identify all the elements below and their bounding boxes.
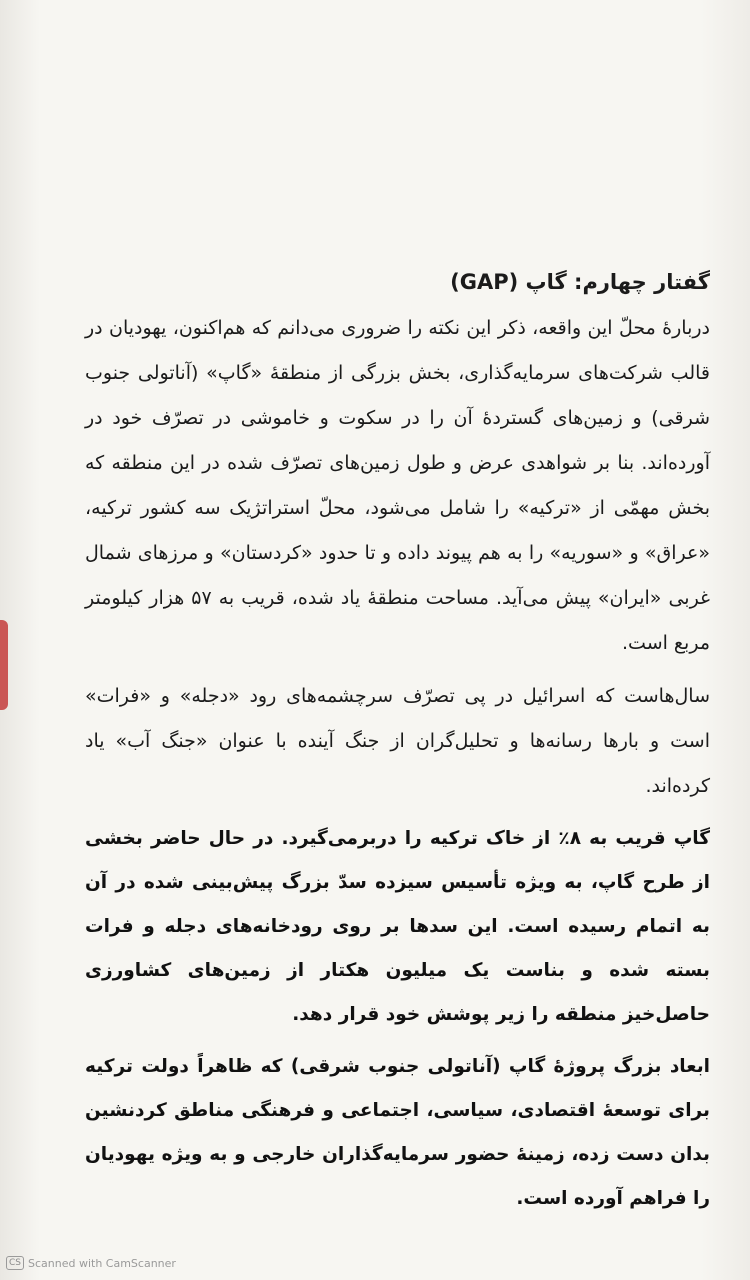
page-content [85,262,710,1229]
section-heading: گفتار چهارم: گاپ (GAP) [450,270,710,294]
paragraph-water-war: سال‌هاست که اسرائیل در پی تصرّف سرچشمه‌های رود «دجله» و «فرات» است و بارها رسانه‌ها و تحلیل‌گران از جنگ آینده با عنوان «جنگ آب» یاد کرده‌اند. [85,685,710,797]
camscanner-logo-icon: CS [6,1256,24,1270]
scanner-watermark [6,1256,176,1270]
page-edge-mark [0,620,8,710]
scanner-watermark-text: Scanned with CamScanner [28,1256,176,1270]
paragraph-location: دربارۀ محلّ این واقعه، ذکر این نکته را ضروری می‌دانم که هم‌اکنون، یهودیان در قالب شرکت‌های سرمایه‌گذاری، بخش بزرگی از منطقۀ «گاپ» (آناتولی جنوب شرقی) و زمین‌های گستردۀ آن را در سکوت و خاموشی در تصرّف خود در آورده‌اند. بنا بر شواهدی عرض و طول زمین‌های تصرّف شده در این منطقه که بخش مهمّی از «ترکیه» را شامل می‌شود، محلّ استراتژیک سه کشور ترکیه، «عراق» و «سوریه» را به هم پیوند داده و تا حدود «کردستان» و مرزهای شمال غربی «ایران» پیش می‌آید. مساحت منطقۀ یاد شده، قریب به ۵۷ هزار کیلومتر مربع است. [85,317,710,654]
paragraph-project-dimensions: ابعاد بزرگ پروژۀ گاپ (آناتولی جنوب شرقی) که ظاهراً دولت ترکیه برای توسعۀ اقتصادی، سیاسی، اجتماعی و فرهنگی مناطق کردنشین بدان دست زده، زمینۀ حضور سرمایه‌گذاران خارجی و به ویژه یهودیان را فراهم آورده است. [85,1056,710,1209]
paragraph-dams: گاپ قریب به ۸٪ از خاک ترکیه را دربرمی‌گیرد. در حال حاضر بخشی از طرح گاپ، به ویژه تأسیس سیزده سدّ بزرگ پیش‌بینی شده در آن به اتمام رسیده است. این سدها بر روی رودخانه‌های دجله و فرات بسته شده و بناست یک میلیون هکتار از زمین‌های کشاورزی حاصل‌خیز منطقه را زیر پوشش خود قرار دهد. [85,828,710,1025]
